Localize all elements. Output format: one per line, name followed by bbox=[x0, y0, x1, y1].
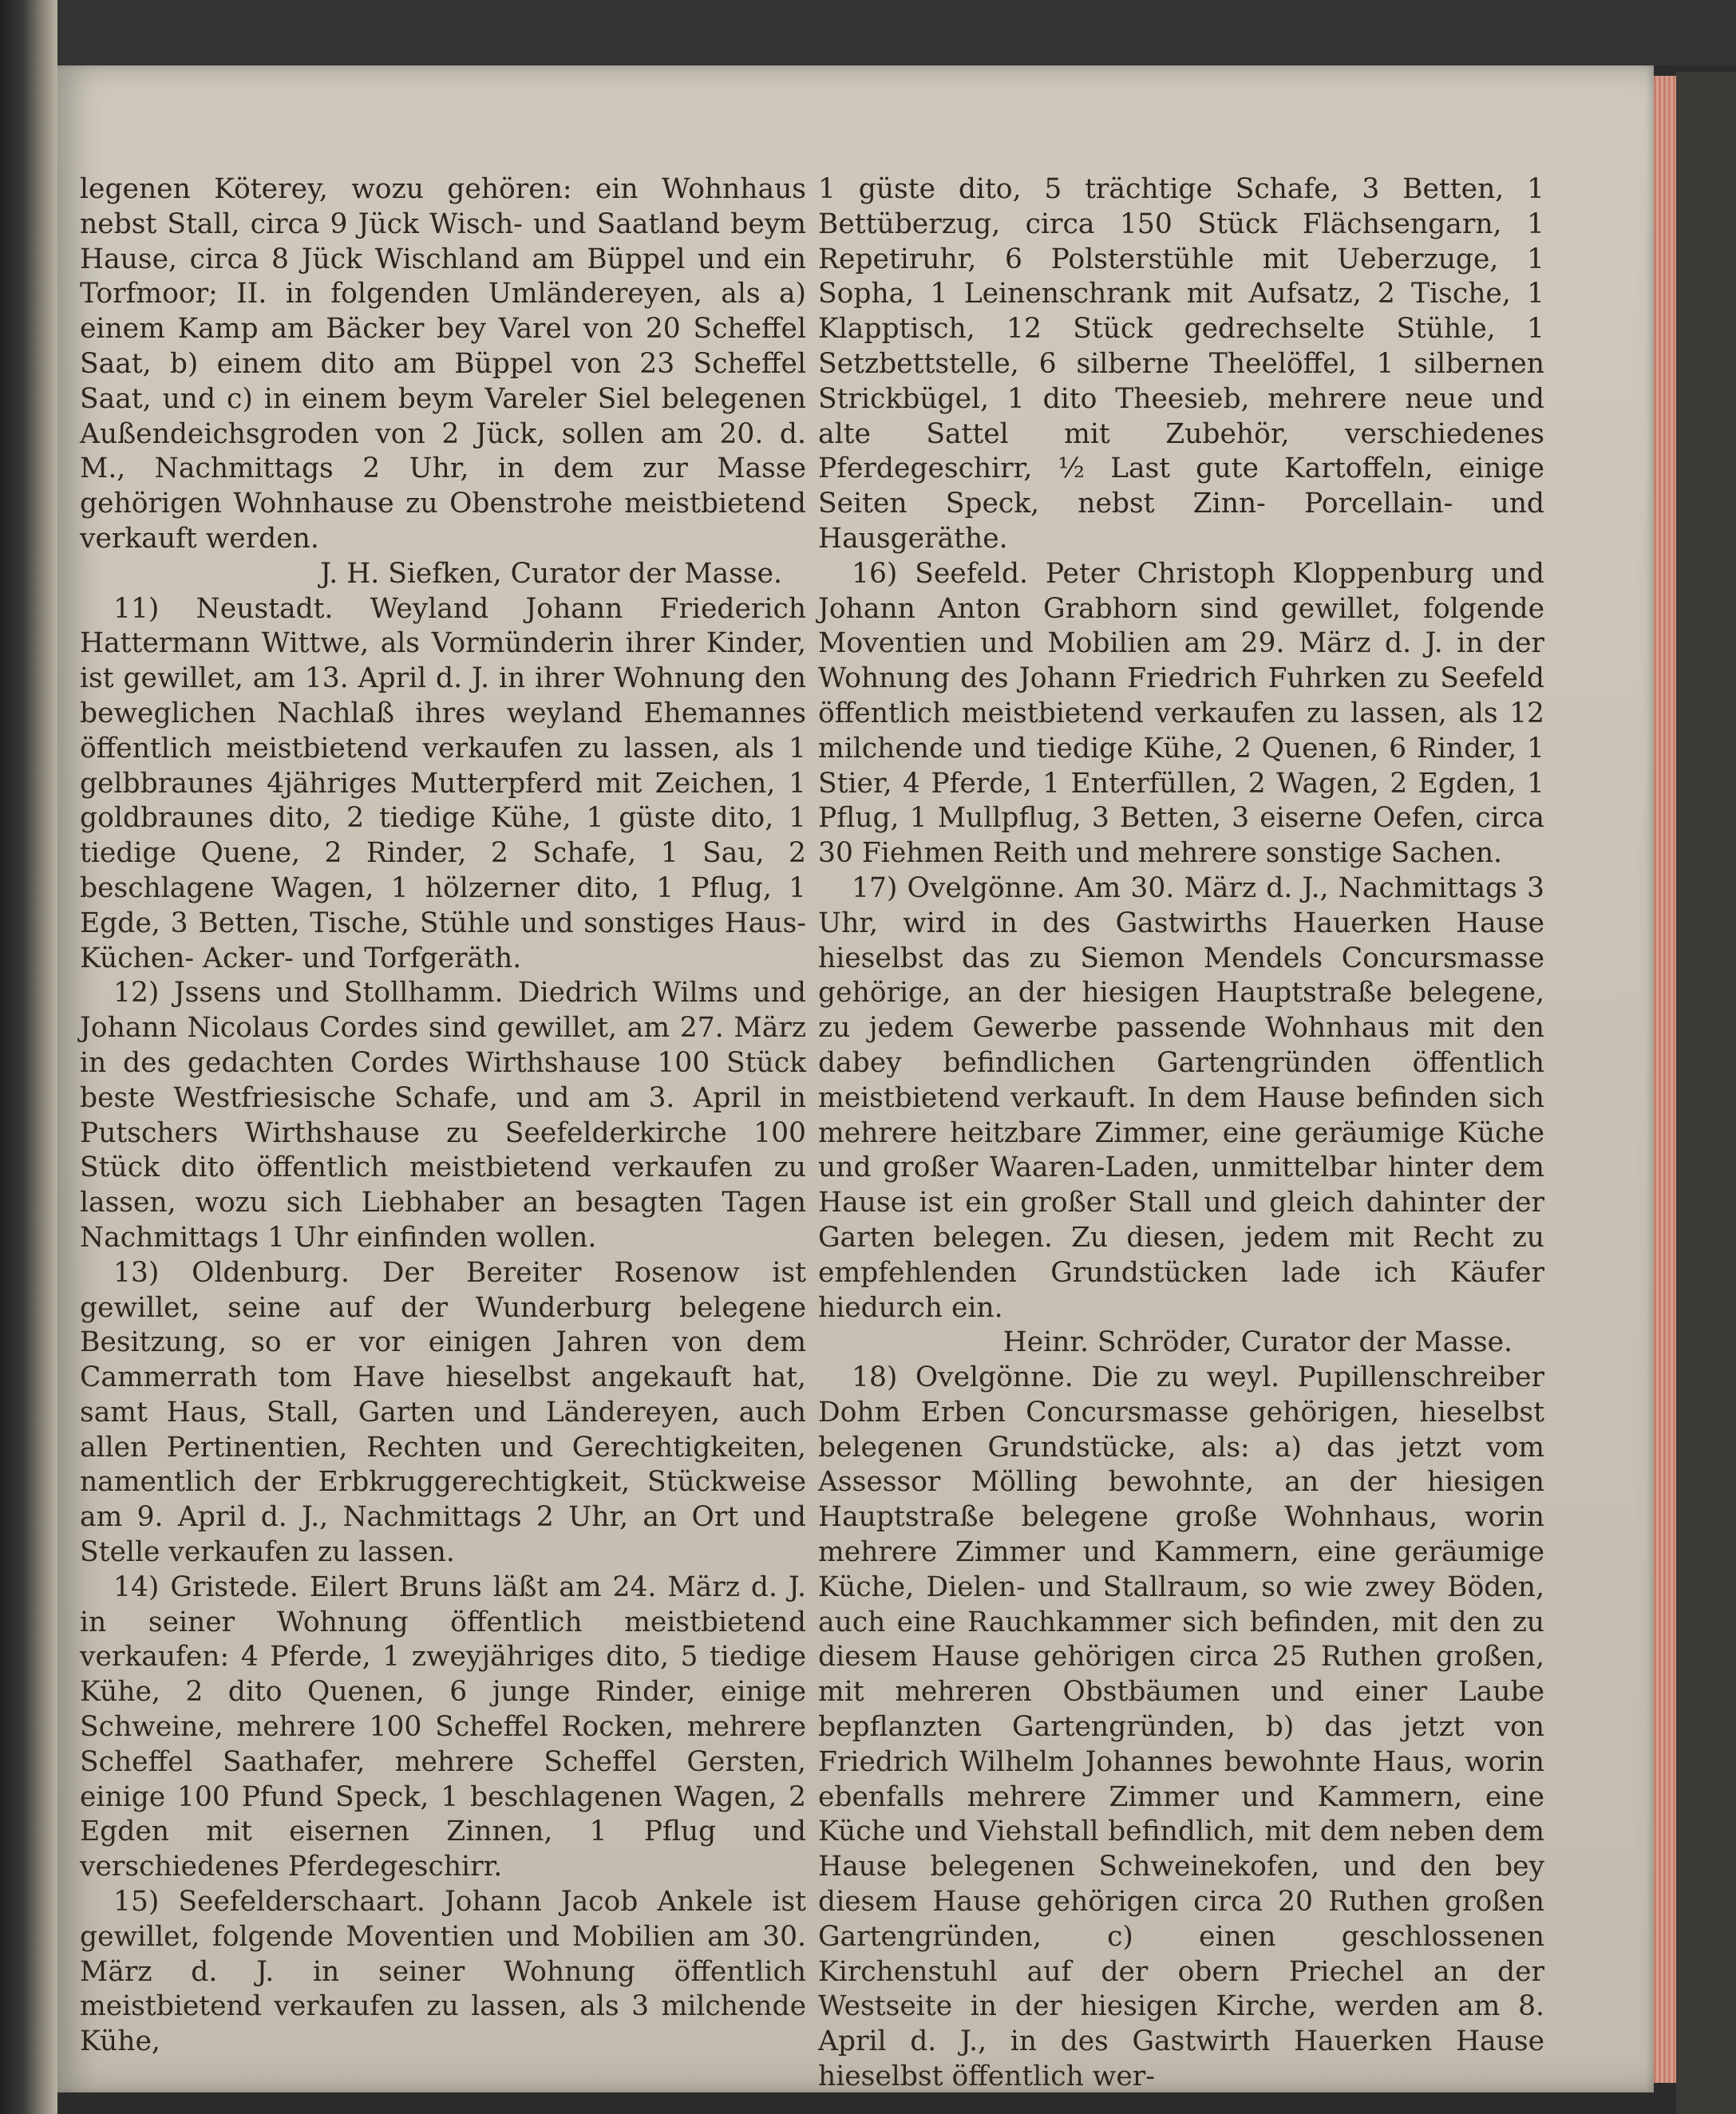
signature-siefken: J. H. Siefken, Curator der Masse. bbox=[320, 557, 782, 590]
notice-15: 15) Seefelderschaart. Johann Jacob Ankele ist gewillet, folgende Moventien und Mobilien am 30. März d. J. in seiner Wohnung öffentlich meistbietend verkaufen zu lassen, als 3 milchende Kühe, bbox=[80, 1886, 806, 2058]
left-column bbox=[80, 172, 806, 2060]
notice-15-continuation: 1 güste dito, 5 trächtige Schafe, 3 Betten, 1 Bettüberzug, circa 150 Stück Flächsengarn, 1 Repetiruhr, 6 Polsterstühle mit Ueberzuge, 1 Sopha, 1 Leinenschrank mit Aufsatz, 2 Tische, 1 Klapptisch, 12 Stück gedrechselte Stühle, 1 Setzbettstelle, 6 silberne Theelöffel, 1 silbernen Strickbügel, 1 dito Theesieb, mehrere neue und alte Sattel mit Zubehör, verschiedenes Pferdegeschirr, ½ Last gute Kartoffeln, einige Seiten Speck, nebst Zinn- Porcellain- und Hausgeräthe. bbox=[818, 173, 1544, 555]
book-binding bbox=[0, 0, 57, 2114]
signature-schroeder: Heinr. Schröder, Curator der Masse. bbox=[1002, 1326, 1513, 1359]
notice-10-continuation: legenen Köterey, wozu gehören: ein Wohnhaus nebst Stall, circa 9 Jück Wisch- und Saatland beym Hause, circa 8 Jück Wischland am Büppel und ein Torfmoor; II. in folgenden Umländereyen, als a) einem Kamp am Bäcker bey Varel von 20 Scheffel Saat, b) einem dito am Büppel von 23 Scheffel Saat, und c) in einem beym Vareler Siel belegenen Außendeichsgroden von 2 Jück, sollen am 20. d. M., Nachmittags 2 Uhr, in dem zur Masse gehörigen Wohnhause zu Obenstrohe meistbietend verkauft werden. bbox=[80, 173, 806, 555]
notice-14: 14) Gristede. Eilert Bruns läßt am 24. März d. J. in seiner Wohnung öffentlich meistbietend verkaufen: 4 Pferde, 1 zweyjähriges dito, 5 tiedige Kühe, 2 dito Quenen, 6 junge Rinder, einige Schweine, mehrere 100 Scheffel Rocken, mehrere Scheffel Saathafer, mehrere Scheffel Gersten, einige 100 Pfund Speck, 1 beschlagenen Wagen, 2 Egden mit eisernen Zinnen, 1 Pflug und verschiedenes Pferdegeschirr. bbox=[80, 1571, 806, 1883]
notice-18: 18) Ovelgönne. Die zu weyl. Pupillenschreiber Dohm Erben Concursmasse gehörigen, hieselbst belegenen Grundstücke, als: a) das jetzt vom Assessor Mölling bewohnte, an der hiesigen Hauptstraße belegene große Wohnhaus, worin mehrere Zimmer und Kammern, eine geräumige Küche, Dielen- und Stallraum, so wie zwey Böden, auch eine Rauchkammer sich befinden, mit den zu diesem Hause gehörigen circa 25 Ruthen großen, mit mehreren Obstbäumen und einer Laube bepflanzten Gartengründen, b) das jetzt von Friedrich Wilhelm Johannes bewohnte Haus, worin ebenfalls mehrere Zimmer und Kammern, eine Küche und Viehstall befindlich, mit dem neben dem Hause belegenen Schweinekofen, und den bey diesem Hause gehörigen circa 20 Ruthen großen Gartengründen, c) einen geschlossenen Kirchenstuhl auf der obern Priechel an der Westseite in der hiesigen Kirche, werden am 8. April d. J., in des Gastwirth Hauerken Hause hieselbst öffentlich wer- bbox=[818, 1361, 1544, 2093]
notice-17: 17) Ovelgönne. Am 30. März d. J., Nachmittags 3 Uhr, wird in des Gastwirths Hauerken Hause hieselbst das zu Siemon Mendels Concursmasse gehörige, an der hiesigen Hauptstraße belegene, zu jedem Gewerbe passende Wohnhaus mit den dabey befindlichen Gartengründen öffentlich meistbietend verkauft. In dem Hause befinden sich mehrere heitzbare Zimmer, eine geräumige Küche und großer Waaren-Laden, unmittelbar hinter dem Hause ist ein großer Stall und gleich dahinter der Garten belegen. Zu diesen, jedem mit Recht zu empfehlenden Grundstücken lade ich Käufer hiedurch ein. bbox=[818, 871, 1544, 1324]
notice-11: 11) Neustadt. Weyland Johann Friederich Hattermann Wittwe, als Vormünderin ihrer Kinder, ist gewillet, am 13. April d. J. in ihrer Wohnung den beweglichen Nachlaß ihres weyland Ehemannes öffentlich meistbietend verkaufen zu lassen, als 1 gelbbraunes 4jähriges Mutterpferd mit Zeichen, 1 goldbraunes dito, 2 tiedige Kühe, 1 güste dito, 1 tiedige Quene, 2 Rinder, 2 Schafe, 1 Sau, 2 beschlagene Wagen, 1 hölzerner dito, 1 Pflug, 1 Egde, 3 Betten, Tische, Stühle und sonstiges Haus- Küchen- Acker- und Torfgeräth. bbox=[80, 592, 806, 974]
scan-right-background bbox=[1676, 72, 1736, 2114]
notice-13: 13) Oldenburg. Der Bereiter Rosenow ist gewillet, seine auf der Wunderburg belegene Besitzung, so er vor einigen Jahren von dem Cammerrath tom Have hieselbst angekauft hat, samt Haus, Stall, Garten und Ländereyen, auch allen Pertinentien, Rechten und Gerechtigkeiten, namentlich der Erbkruggerechtigkeit, Stückweise am 9. April d. J., Nachmittags 2 Uhr, an Ort und Stelle verkaufen zu lassen. bbox=[80, 1256, 806, 1569]
page-fore-edge bbox=[1654, 76, 1678, 2083]
right-column bbox=[818, 172, 1544, 2095]
notice-12: 12) Jssens und Stollhamm. Diedrich Wilms und Johann Nicolaus Cordes sind gewillet, am 27. März in des gedachten Cordes Wirthshause 100 Stück beste Westfriesische Schafe, und am 3. April in Putschers Wirthshause zu Seefelderkirche 100 Stück dito öffentlich meistbietend verkaufen zu lassen, wozu sich Liebhaber an besagten Tagen Nachmittags 1 Uhr einfinden wollen. bbox=[80, 977, 806, 1254]
notice-16: 16) Seefeld. Peter Christoph Kloppenburg und Johann Anton Grabhorn sind gewillet, folgende Moventien und Mobilien am 29. März d. J. in der Wohnung des Johann Friedrich Fuhrken zu Seefeld öffentlich meistbietend verkaufen zu lassen, als 12 milchende und tiedige Kühe, 2 Quenen, 6 Rinder, 1 Stier, 4 Pferde, 1 Enterfüllen, 2 Wagen, 2 Egden, 1 Pflug, 1 Mullpflug, 3 Betten, 3 eiserne Oefen, circa 30 Fiehmen Reith und mehrere sonstige Sachen. bbox=[818, 557, 1544, 870]
scan-top-background bbox=[0, 0, 1736, 65]
